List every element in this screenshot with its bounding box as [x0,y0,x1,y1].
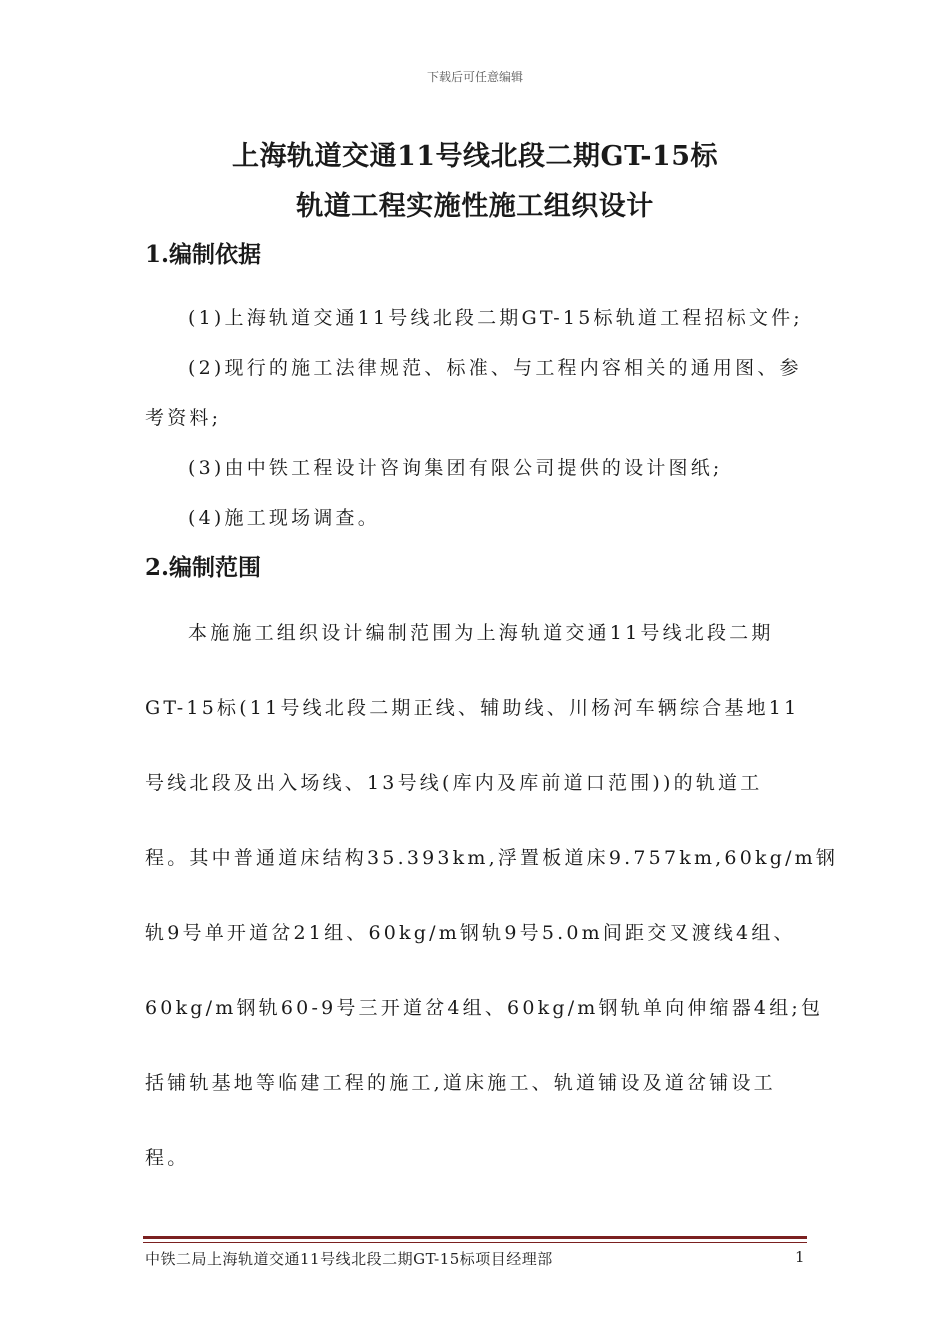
section1-item-2: (2)现行的施工法律规范、标准、与工程内容相关的通用图、参 [188,357,802,379]
section1-heading: 1.编制依据 [145,241,262,268]
section2-line-8: 程。 [145,1147,190,1169]
watermark-text: 下载后可任意编辑 [426,70,523,84]
page-number: 1 [795,1248,805,1266]
document-title-line1: 上海轨道交通11号线北段二期GT-15标 [231,141,719,172]
section2-line-4: 程。其中普通道床结构35.393km,浮置板道床9.757km,60kg/m钢 [145,847,839,869]
footer-rule-thin [143,1242,807,1243]
footer-text: 中铁二局上海轨道交通11号线北段二期GT-15标项目经理部 [145,1250,553,1268]
section2-line-5: 轨9号单开道岔21组、60kg/m钢轨9号5.0m间距交叉渡线4组、 [145,922,796,944]
section1-item-2-continued: 考资料; [145,407,222,429]
section2-line-1: 本施施工组织设计编制范围为上海轨道交通11号线北段二期 [188,622,774,644]
section2-line-6: 60kg/m钢轨60-9号三开道岔4组、60kg/m钢轨单向伸缩器4组;包 [145,997,824,1019]
section1-item-4: (4)施工现场调查。 [188,507,380,529]
section2-line-3: 号线北段及出入场线、13号线(库内及库前道口范围))的轨道工 [145,772,763,794]
section1-item-3: (3)由中铁工程设计咨询集团有限公司提供的设计图纸; [188,457,723,479]
section2-line-2: GT-15标(11号线北段二期正线、辅助线、川杨河车辆综合基地11 [145,697,800,719]
section1-item-1: (1)上海轨道交通11号线北段二期GT-15标轨道工程招标文件; [188,307,803,329]
section2-line-7: 括铺轨基地等临建工程的施工,道床施工、轨道铺设及道岔铺设工 [145,1072,776,1094]
document-title-line2: 轨道工程实施性施工组织设计 [296,191,654,222]
section2-heading: 2.编制范围 [145,554,262,581]
footer-rule-thick [143,1236,807,1239]
